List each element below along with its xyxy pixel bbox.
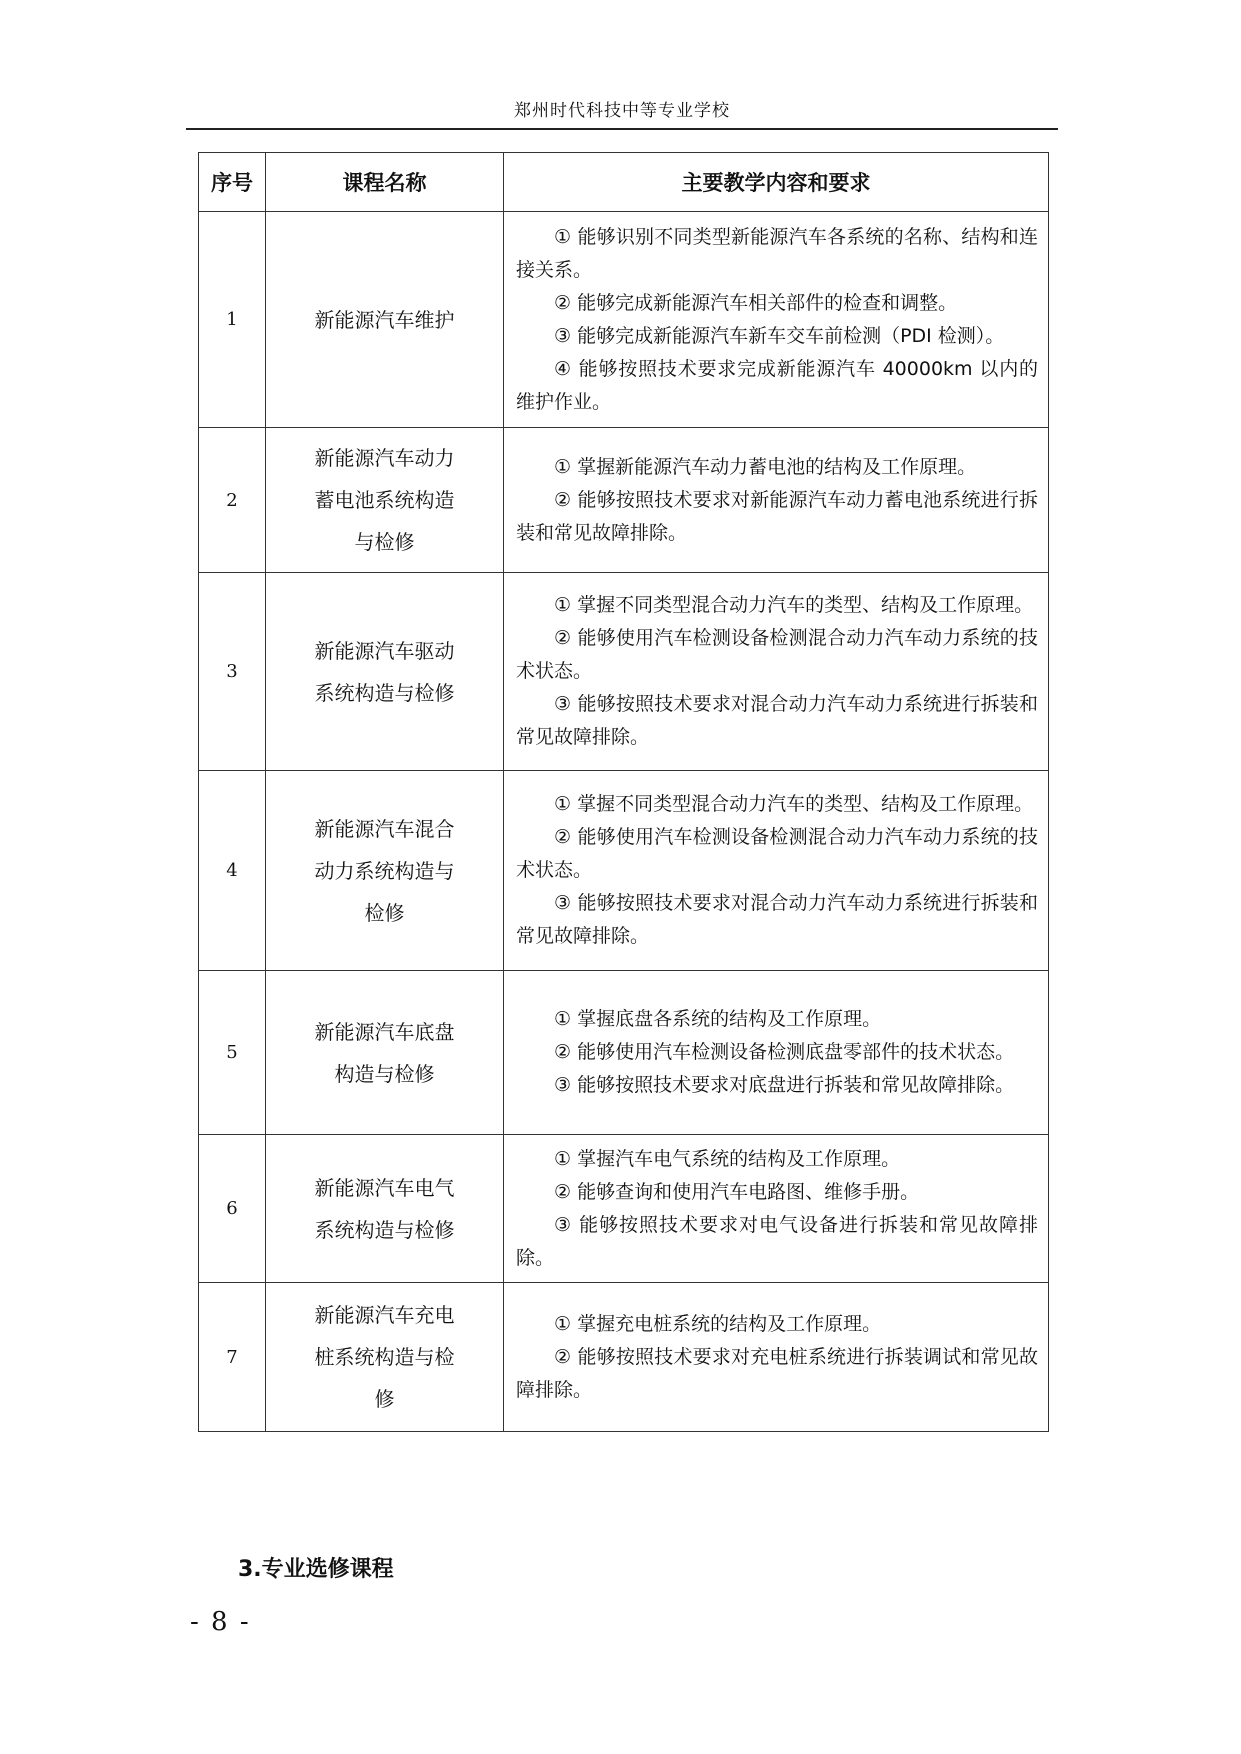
- table-row: [199, 1283, 1049, 1432]
- course-content: [504, 971, 1049, 1135]
- content-item: ① 掌握充电桩系统的结构及工作原理。: [554, 1312, 882, 1335]
- row-number: 1: [199, 212, 266, 428]
- content-item: ③ 能够按照技术要求对电气设备进行拆装和常见故障排除。: [516, 1213, 1038, 1269]
- row-number: 7: [199, 1283, 266, 1432]
- course-content: [504, 573, 1049, 771]
- content-item: ① 掌握新能源汽车动力蓄电池的结构及工作原理。: [554, 455, 977, 478]
- course-content: [504, 771, 1049, 971]
- page-number: - 8 -: [190, 1607, 251, 1637]
- page-header: 郑州时代科技中等专业学校: [186, 100, 1058, 130]
- content-item: ② 能够使用汽车检测设备检测混合动力汽车动力系统的技术状态。: [516, 627, 1038, 682]
- course-name: 新能源汽车动力蓄电池系统构造与检修: [266, 428, 504, 573]
- table-row: [199, 971, 1049, 1135]
- content-item: ① 掌握不同类型混合动力汽车的类型、结构及工作原理。: [554, 793, 1034, 815]
- row-number: 3: [199, 573, 266, 771]
- column-header-number: 序号: [199, 153, 266, 212]
- course-name: 新能源汽车混合动力系统构造与检修: [266, 771, 504, 971]
- course-content: [504, 212, 1049, 428]
- course-name: 新能源汽车充电桩系统构造与检修: [266, 1283, 504, 1432]
- content-item: ③ 能够按照技术要求对混合动力汽车动力系统进行拆装和常见故障排除。: [516, 693, 1038, 748]
- row-number: 4: [199, 771, 266, 971]
- content-item: ① 能够识别不同类型新能源汽车各系统的名称、结构和连接关系。: [516, 225, 1038, 281]
- table-row: [199, 771, 1049, 971]
- content-item: ③ 能够按照技术要求对底盘进行拆装和常见故障排除。: [554, 1074, 1015, 1096]
- content-item: ④ 能够按照技术要求完成新能源汽车 40000km 以内的维护作业。: [516, 357, 1038, 413]
- row-number: 2: [199, 428, 266, 573]
- course-content: [504, 428, 1049, 573]
- content-item: ② 能够使用汽车检测设备检测混合动力汽车动力系统的技术状态。: [516, 826, 1038, 881]
- course-table: [198, 152, 1049, 1432]
- course-name: 新能源汽车电气系统构造与检修: [266, 1135, 504, 1283]
- table-row: [199, 212, 1049, 428]
- table-header-row: [199, 153, 1049, 212]
- content-item: ① 掌握底盘各系统的结构及工作原理。: [554, 1008, 882, 1030]
- section-heading: 3.专业选修课程: [238, 1557, 394, 1582]
- table-row: [199, 573, 1049, 771]
- course-name: 新能源汽车底盘构造与检修: [266, 971, 504, 1135]
- row-number: 6: [199, 1135, 266, 1283]
- course-name: 新能源汽车驱动系统构造与检修: [266, 573, 504, 771]
- row-number: 5: [199, 971, 266, 1135]
- content-item: ① 掌握不同类型混合动力汽车的类型、结构及工作原理。: [554, 594, 1034, 616]
- column-header-content: 主要教学内容和要求: [504, 153, 1049, 212]
- course-name: 新能源汽车维护: [266, 212, 504, 428]
- content-item: ③ 能够按照技术要求对混合动力汽车动力系统进行拆装和常见故障排除。: [516, 892, 1038, 947]
- course-content: [504, 1135, 1049, 1283]
- column-header-course-name: 课程名称: [266, 153, 504, 212]
- table-row: [199, 428, 1049, 573]
- course-content: [504, 1283, 1049, 1432]
- content-item: ② 能够按照技术要求对新能源汽车动力蓄电池系统进行拆装和常见故障排除。: [516, 488, 1038, 544]
- content-item: ② 能够按照技术要求对充电桩系统进行拆装调试和常见故障排除。: [516, 1345, 1038, 1401]
- content-item: ② 能够完成新能源汽车相关部件的检查和调整。: [554, 291, 958, 314]
- content-item: ③ 能够完成新能源汽车新车交车前检测（PDI 检测）。: [554, 324, 1005, 347]
- table-row: [199, 1135, 1049, 1283]
- content-item: ② 能够使用汽车检测设备检测底盘零部件的技术状态。: [554, 1041, 1015, 1063]
- content-item: ① 掌握汽车电气系统的结构及工作原理。: [554, 1147, 901, 1170]
- content-item: ② 能够查询和使用汽车电路图、维修手册。: [554, 1180, 920, 1203]
